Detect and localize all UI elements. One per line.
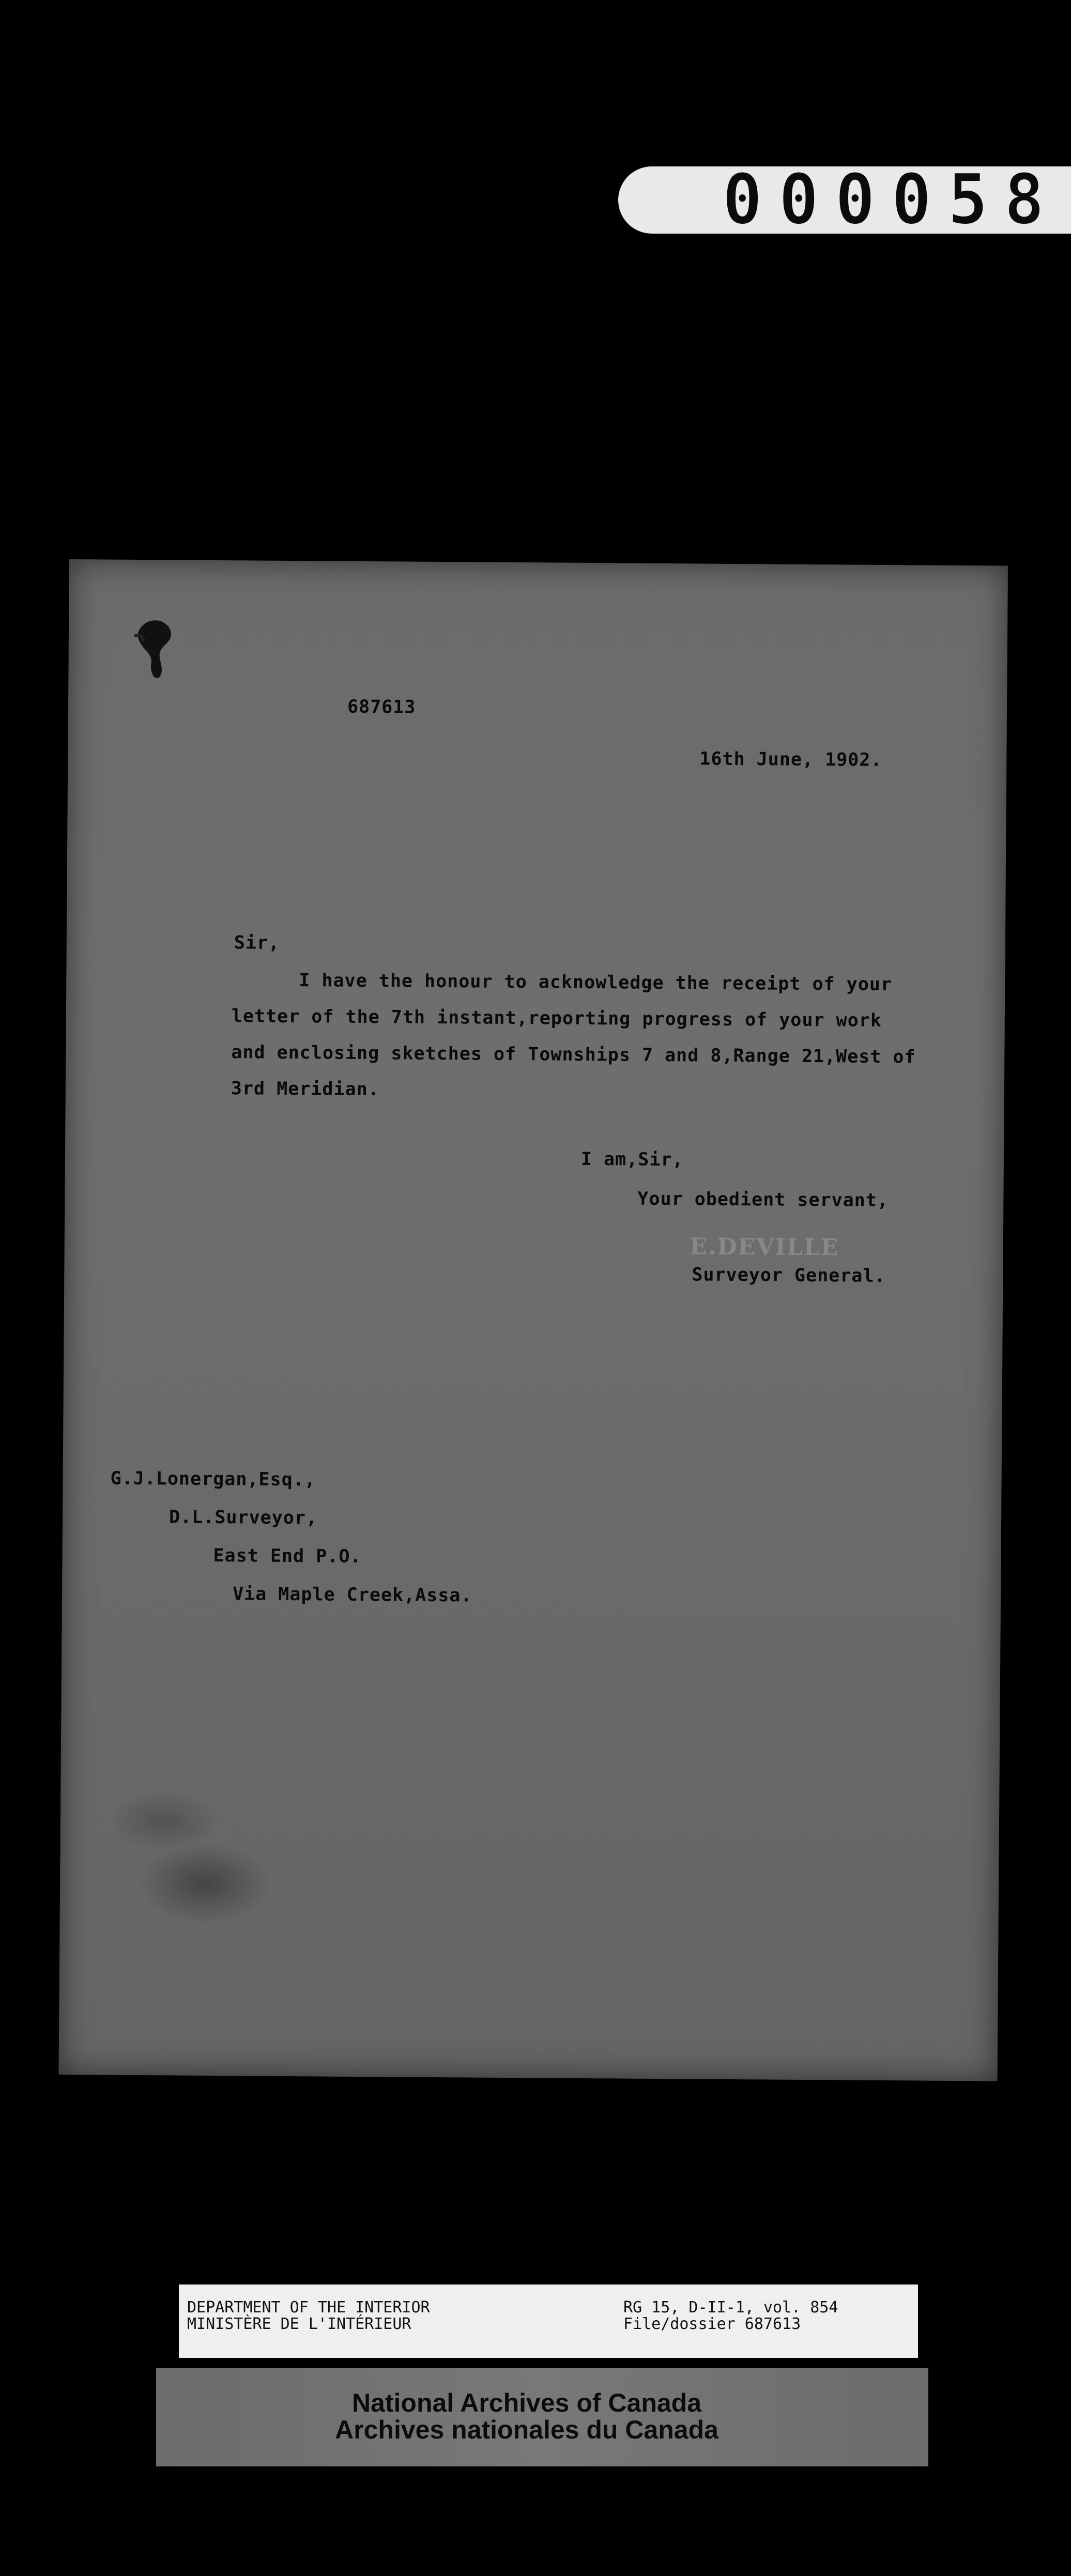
- department-french: MINISTÈRE DE L'INTÉRIEUR: [187, 2315, 411, 2333]
- signature-stamp: E.DEVILLE: [690, 1233, 839, 1261]
- closing-greeting: I am,Sir,: [580, 1148, 684, 1171]
- archives-name-french: Archives nationales du Canada: [335, 2415, 718, 2444]
- archive-reference-label: [179, 2284, 918, 2358]
- signer-title: Surveyor General.: [692, 1264, 886, 1287]
- paper-stain: [107, 1790, 221, 1853]
- addressee-title: D.L.Surveyor,: [169, 1507, 318, 1529]
- body-line: I have the honour to acknowledge the receipt of your: [299, 970, 893, 995]
- paper-stain: [137, 1842, 272, 1925]
- ink-blot-mark: [131, 616, 178, 683]
- frame-counter: [618, 159, 1071, 240]
- body-line: 3rd Meridian.: [231, 1078, 379, 1100]
- addressee-post-office: East End P.O.: [213, 1545, 362, 1567]
- closing-servant: Your obedient servant,: [637, 1188, 889, 1212]
- department-english: DEPARTMENT OF THE INTERIOR: [187, 2298, 430, 2317]
- archives-name-english: National Archives of Canada: [351, 2388, 702, 2417]
- salutation: Sir,: [234, 932, 280, 954]
- file-dossier-number: File/dossier 687613: [623, 2315, 801, 2333]
- addressee-name: G.J.Lonergan,Esq.,: [110, 1468, 316, 1491]
- national-archives-banner: [156, 2368, 928, 2466]
- addressee-route: Via Maple Creek,Assa.: [232, 1584, 472, 1606]
- file-number: 687613: [347, 696, 416, 718]
- record-group-reference: RG 15, D-II-1, vol. 854: [623, 2298, 838, 2317]
- letter-sheet: [59, 559, 1008, 2081]
- letter-date: 16th June, 1902.: [699, 748, 882, 771]
- body-line: letter of the 7th instant,reporting progress of your work: [231, 1006, 882, 1031]
- frame-counter-digits: 000058: [722, 159, 1061, 240]
- body-line: and enclosing sketches of Townships 7 and 8,Range 21,West of: [231, 1042, 916, 1068]
